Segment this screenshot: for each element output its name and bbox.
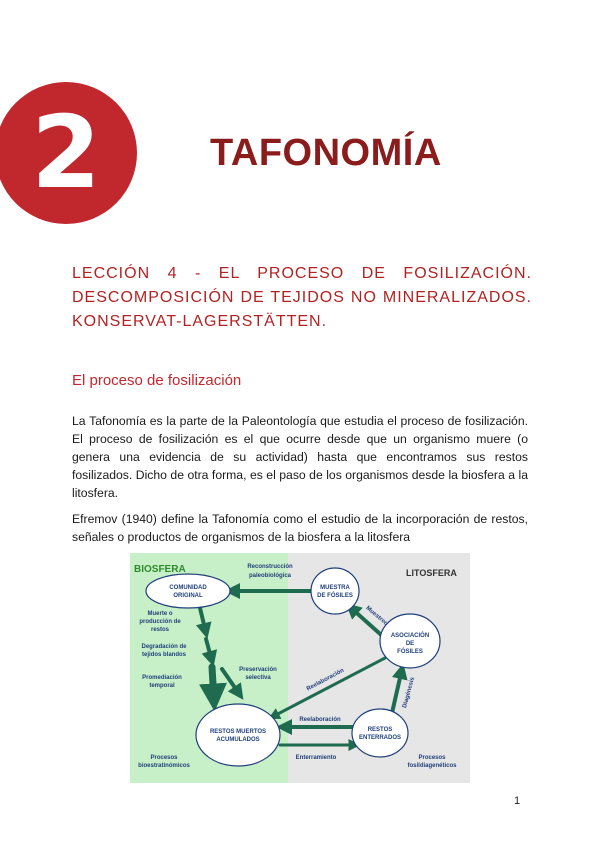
fossilization-diagram [130,553,470,783]
node-muestra-fosiles [311,568,359,614]
label-reelaboracion-diag: Reelaboración [305,667,346,693]
label-procesos-bio-2: bioestratinómicos [138,763,190,769]
label-preservacion-1: Preservación [239,667,277,673]
asociacion-line-2: DE [405,641,415,647]
biosfera-label: BIOSFERA [134,564,186,575]
page-title: TAFONOMÍA [210,132,442,174]
muestra-line-2: DE FÓSILES [317,593,353,599]
label-muerte-1: Muerte o [147,611,173,617]
chapter-number: 2 [31,94,101,211]
label-reconstruccion-2: paleobiológica [248,573,292,579]
node-comunidad-original [146,574,230,608]
label-reconstruccion-1: Reconstrucción [247,564,293,570]
label-procesos-bio-1: Procesos [150,755,178,761]
arrow-promediacion [212,667,214,701]
label-procesos-fosil-1: Procesos [418,755,446,761]
label-muerte-3: restos [150,627,170,633]
label-degradacion-2: tejidos blandos [141,652,187,658]
comunidad-line-2: ORIGINAL [173,593,203,599]
lesson-line-1: LECCIÓN 4 - EL PROCESO DE FOSILIZACIÓN. [72,265,532,282]
lesson-line-3: KONSERVAT-LAGERSTÄTTEN. [72,313,328,330]
asociacion-line-3: FÓSILES [397,649,423,655]
label-degradacion-1: Degradación de [141,644,187,650]
label-promediacion-2: temporal [149,683,175,689]
section-heading: El proceso de fosilización [72,372,242,389]
restos-enterrados-line-2: ENTERRADOS [358,735,402,741]
label-enterramiento: Enterramiento [295,755,337,761]
chapter-badge [0,82,137,224]
comunidad-line-1: COMUNIDAD [169,585,207,591]
restos-muertos-line-2: ACUMULADOS [216,737,260,743]
label-diagenesis: Diagénesis [402,676,417,709]
label-preservacion-2: selectiva [245,675,271,681]
node-restos-enterrados [352,709,408,757]
asociacion-line-1: ASOCIACIÓN [390,633,430,639]
lesson-title [72,262,532,334]
label-reelaboracion: Reelaboración [299,717,341,723]
page-number: 1 [514,795,521,807]
paragraph-efremov: Efremov (1940) define la Tafonomía como el estudio de la incorporación de restos, señales o productos de organismos de la biosfera a la litosfera [72,512,528,544]
label-promediacion-1: Promediación [142,675,182,681]
restos-enterrados-line-1: RESTOS [367,727,393,733]
muestra-line-1: MUESTRA [320,585,350,591]
label-procesos-fosil-2: fosildiagenéticos [407,763,457,769]
lesson-line-2: DESCOMPOSICIÓN DE TEJIDOS NO MINERALIZADOS. [72,289,532,306]
litosfera-label: LITOSFERA [406,568,457,578]
paragraph-definition: La Tafonomía es la parte de la Paleontología que estudia el proceso de fosilización. El proceso de fosilización es el que ocurre desde que un organismo muere (o genera una evidencia de su actividad) hasta que encontramos sus restos fosilizados. Dicho de otra forma, es el paso de los organismos desde la biosfera a la litosfera. [72,414,528,500]
node-restos-muertos [196,704,280,766]
label-muerte-2: producción de [139,619,181,625]
restos-muertos-line-1: RESTOS MUERTOS [209,729,267,735]
label-muestreo: Muestreo [364,605,389,628]
